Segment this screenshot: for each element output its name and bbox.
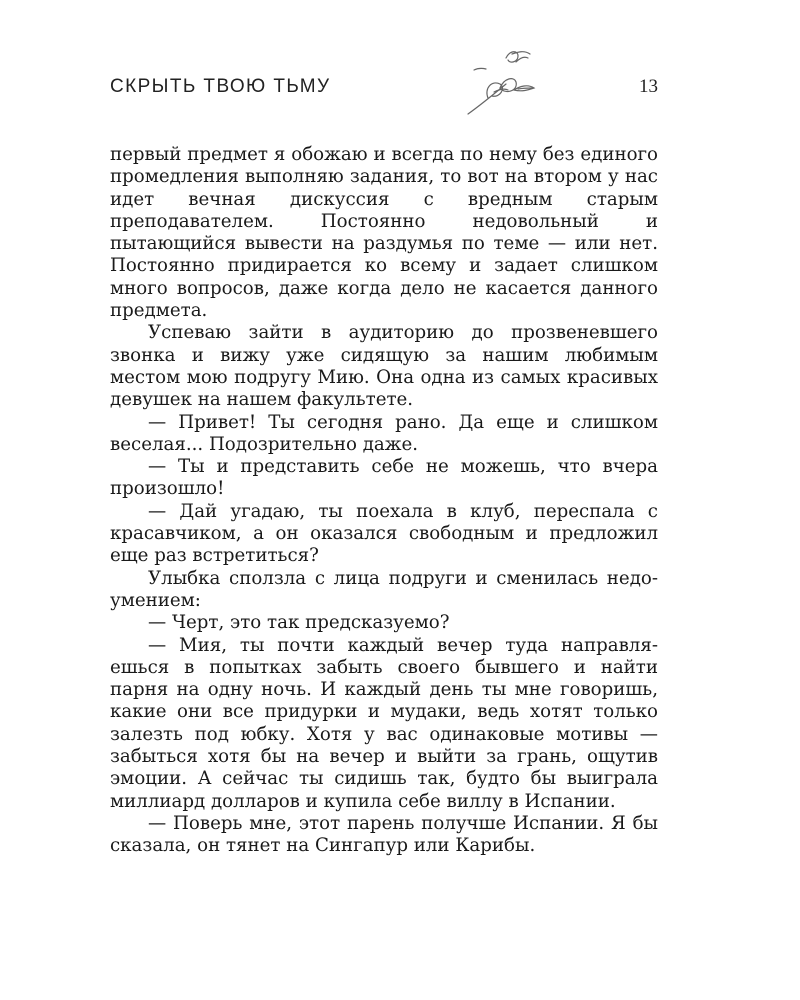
floral-monogram-ornament-icon — [448, 44, 548, 124]
paragraph-5: — Дай угадаю, ты поехала в клуб, переспала с красавчиком, а он оказался свободным и предложил еще раз встретиться? — [110, 500, 658, 567]
paragraph-3: — Привет! Ты сегодня рано. Да еще и слишком веселая... Подозрительно даже. — [110, 411, 658, 455]
paragraph-4: — Ты и представить себе не можешь, что вчера произошло! — [110, 456, 658, 500]
page-header — [110, 74, 658, 110]
page-number: 13 — [639, 76, 658, 97]
paragraph-1: первый предмет я обожаю и всегда по нему без единого промедления выполняю задания, то вот на втором у нас идет вечная дискуссия с вредным старым преподавателем. Постоянно недовольный и пытающийся вывести на раздумья по теме — или нет. Постоянно придирается ко всему и задает слишком много вопросов, даже когда дело не касается данного предмета. — [110, 144, 658, 322]
running-title: СКРЫТЬ ТВОЮ ТЬМУ — [110, 76, 331, 97]
paragraph-8: — Мия, ты почти каждый вечер туда направляешься в попытках забыть своего бывшего и найти парня на одну ночь. И каждый день ты мне говоришь, какие они все придурки и мудаки, ведь хотят только залезть под юбку. Хотя у вас одинаковые мотивы — забыться хотя бы на вечер и выйти за грань, ощутив эмоции. А сейчас ты сидишь так, будто бы выиграла миллиард долларов и купила себе виллу в Испании. — [110, 634, 658, 812]
paragraph-9: — Поверь мне, этот парень получше Испании. Я бы сказала, он тянет на Сингапур или Карибы. — [110, 812, 658, 857]
body-text — [110, 144, 658, 858]
paragraph-6: Улыбка сползла с лица подруги и сменилась недоумением: — [110, 567, 658, 611]
paragraph-7: — Черт, это так предсказуемо? — [148, 612, 450, 634]
paragraph-2: Успеваю зайти в аудиторию до прозвеневшего звонка и вижу уже сидящую за нашим любимым местом мою подругу Мию. Она одна из самых красивых девушек на нашем факультете. — [110, 322, 658, 411]
